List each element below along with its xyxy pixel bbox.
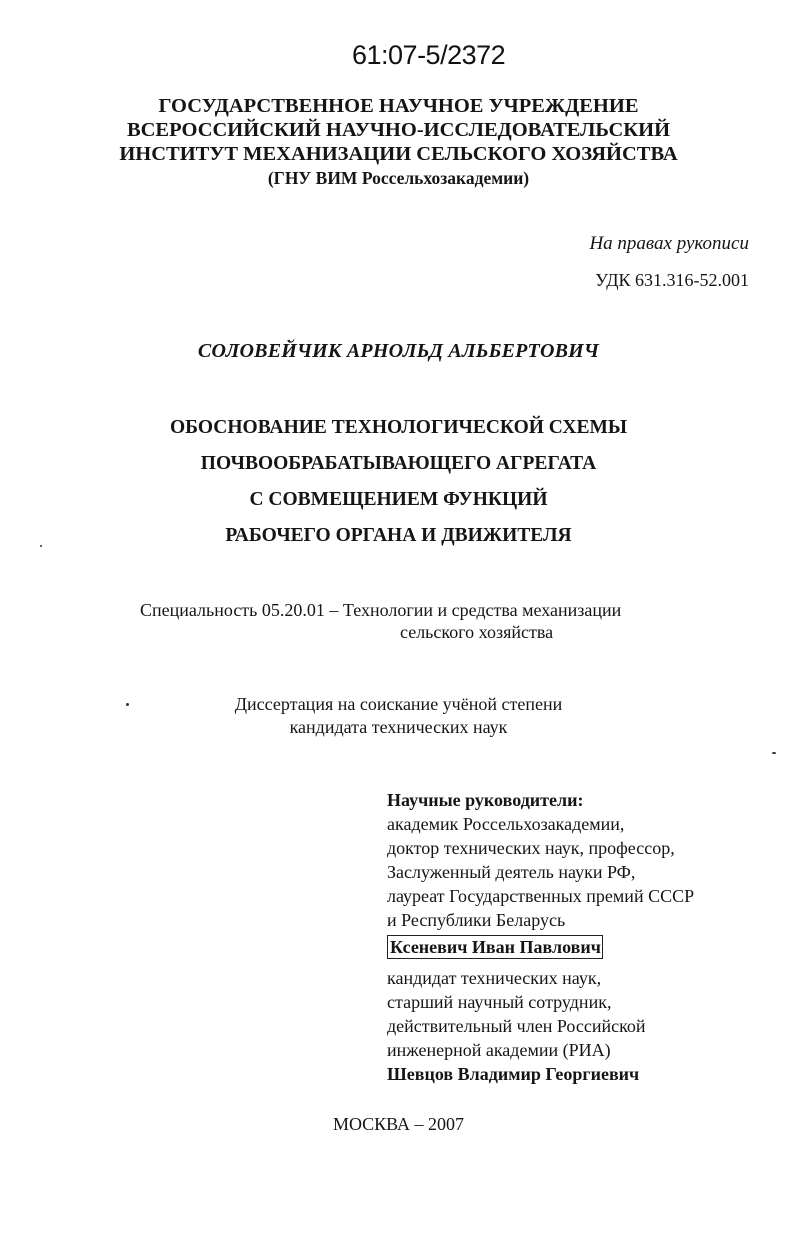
author-name: СОЛОВЕЙЧИК АРНОЛЬД АЛЬБЕРТОВИЧ [197,340,600,362]
scan-speck [772,752,776,754]
manuscript-rights-note: На правах рукописи [589,233,749,254]
supervisors-heading: Научные руководители: [387,790,584,810]
supervisor-1-title-2: доктор технических наук, профессор, [387,838,675,858]
organization-line-1: ГОСУДАРСТВЕННОЕ НАУЧНОЕ УЧРЕЖДЕНИЕ [158,95,639,117]
supervisors-block [387,788,694,1086]
title-line-2: ПОЧВООБРАБАТЫВАЮЩЕГО АГРЕГАТА [200,453,597,474]
scan-speck [126,703,129,706]
organization-abbreviation: (ГНУ ВИМ Россельхозакадемии) [267,168,530,188]
degree-line-2: кандидата технических наук [289,717,508,737]
supervisor-1-name: Ксеневич Иван Павлович [387,935,603,959]
organization-header [0,94,797,190]
title-line-1: ОБОСНОВАНИЕ ТЕХНОЛОГИЧЕСКОЙ СХЕМЫ [169,417,628,438]
title-line-3: С СОВМЕЩЕНИЕМ ФУНКЦИЙ [249,489,548,510]
archive-stamp-number: 61:07-5/2372 [352,40,506,70]
supervisor-1-title-4: лауреат Государственных премий СССР [387,886,695,906]
specialty-line-2: сельского хозяйства [400,622,554,642]
supervisor-2-title-3: действительный член Российской [387,1016,646,1036]
supervisor-2-name: Шевцов Владимир Георгиевич [387,1064,640,1084]
title-line-4: РАБОЧЕГО ОРГАНА И ДВИЖИТЕЛЯ [225,525,572,546]
supervisor-1-title-1: академик Россельхозакадемии, [387,814,625,834]
supervisor-1-title-3: Заслуженный деятель науки РФ, [387,862,636,882]
supervisor-2-title-1: кандидат технических наук, [387,968,602,988]
specialty-line-1: Специальность 05.20.01 – Технологии и средства механизации [140,600,622,620]
supervisor-1-title-5: и Республики Беларусь [387,910,566,930]
supervisor-2-title-4: инженерной академии (РИА) [387,1040,611,1060]
udk-code: УДК 631.316-52.001 [595,270,749,290]
dissertation-title [0,410,797,554]
organization-line-2: ВСЕРОССИЙСКИЙ НАУЧНО-ИССЛЕДОВАТЕЛЬСКИЙ [126,119,671,141]
organization-line-3: ИНСТИТУТ МЕХАНИЗАЦИИ СЕЛЬСКОГО ХОЗЯЙСТВА [119,143,678,165]
degree-statement [0,693,797,739]
scan-speck [40,545,42,547]
supervisor-2-title-2: старший научный сотрудник, [387,992,612,1012]
degree-line-1: Диссертация на соискание учёной степени [234,694,563,714]
city-and-year: МОСКВА – 2007 [332,1114,465,1134]
specialty-block [140,599,621,643]
